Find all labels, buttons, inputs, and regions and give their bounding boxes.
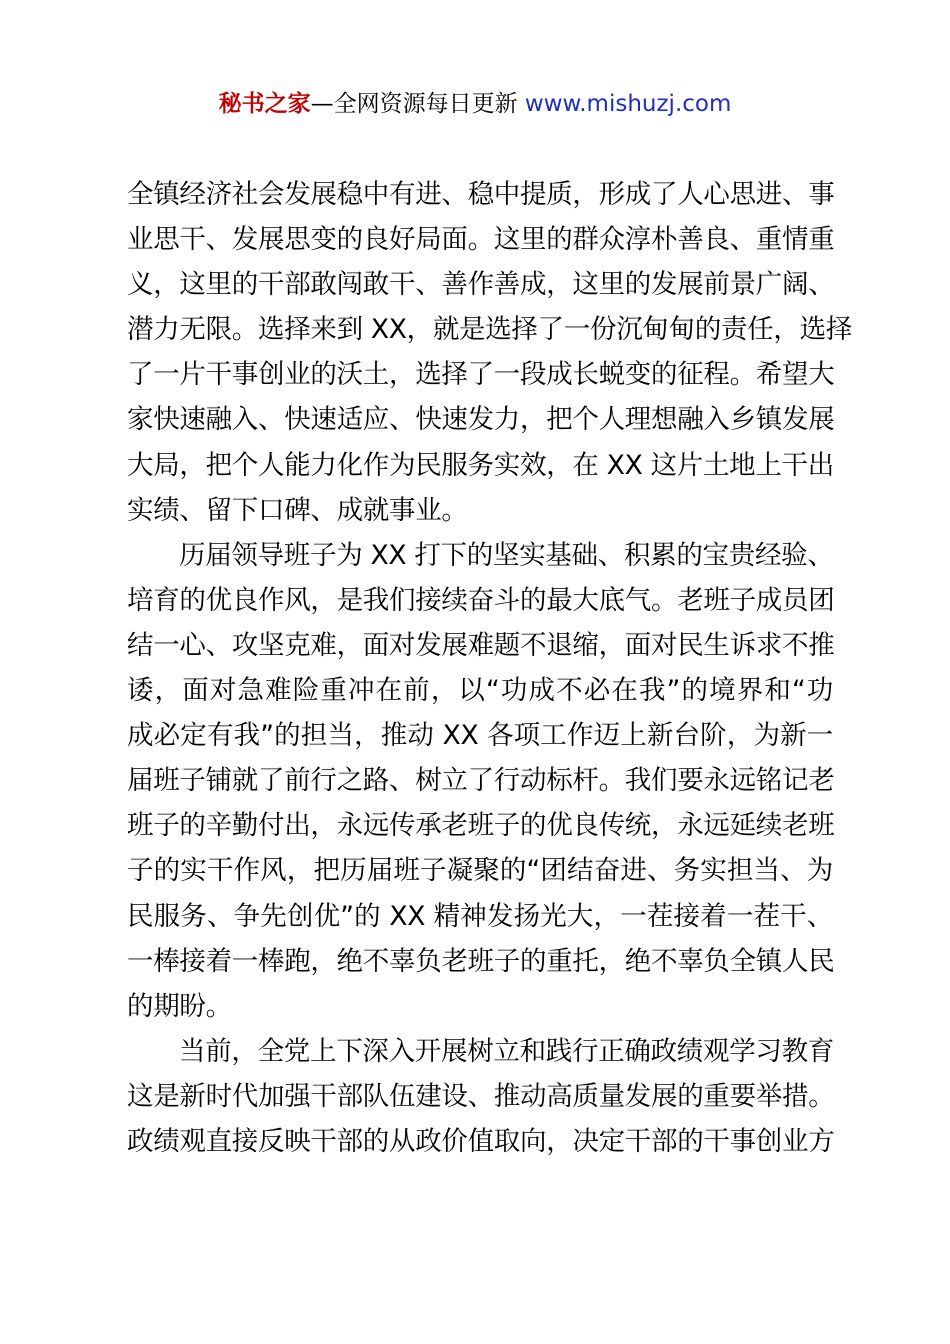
text-line: 潜力无限。选择来到 XX，就是选择了一份沉甸甸的责任，选择: [127, 314, 853, 346]
text-line: 大局，把个人能力化作为民服务实效，在 XX 这片土地上干出: [127, 449, 834, 481]
text-line: 培育的优良作风，是我们接续奋斗的最大底气。老班子成员团: [127, 584, 835, 616]
text-line: 历届领导班子为 XX 打下的坚实基础、积累的宝贵经验、: [179, 539, 834, 571]
text-line: 家快速融入、快速适应、快速发力，把个人理想融入乡镇发展: [127, 404, 835, 436]
text-line: 子的实干作风，把历届班子凝聚的“团结奋进、务实担当、为: [127, 855, 833, 887]
site-slogan: —全网资源每日更新: [310, 91, 525, 117]
text-line: 的期盼。: [127, 990, 232, 1022]
text-line: 了一片干事创业的沃土，选择了一段成长蜕变的征程。希望大: [127, 359, 835, 391]
text-line: 义，这里的干部敢闯敢干、善作善成，这里的发展前景广阔、: [127, 269, 835, 301]
paragraph-1: [127, 172, 853, 533]
text-line: 当前，全党上下深入开展树立和践行正确政绩观学习教育: [179, 1035, 834, 1067]
text-line: 诿，面对急难险重冲在前，以“功成不必在我”的境界和“功: [127, 675, 833, 707]
text-line: 实绩、留下口碑、成就事业。: [127, 494, 468, 526]
paragraph-2: [127, 533, 833, 1029]
site-brand: 秘书之家: [218, 91, 311, 117]
text-line: 全镇经济社会发展稳中有进、稳中提质，形成了人心思进、事: [127, 179, 835, 210]
text-line: 结一心、攻坚克难，面对发展难题不退缩，面对民生诉求不推: [127, 629, 835, 661]
text-line: 一棒接着一棒跑，绝不辜负老班子的重托，绝不辜负全镇人民: [127, 945, 835, 977]
text-line: 班子的辛勤付出，永远传承老班子的优良传统，永远延续老班: [127, 810, 835, 842]
document-body: [127, 172, 853, 1164]
text-line: 民服务、争先创优”的 XX 精神发扬光大，一茬接着一茬干、: [127, 900, 833, 932]
site-url-link[interactable]: www.mishuzj.com: [524, 91, 732, 117]
text-line: 这是新时代加强干部队伍建设、推动高质量发展的重要举措。: [127, 1080, 835, 1112]
text-line: 业思干、发展思变的良好局面。这里的群众淳朴善良、重情重: [127, 224, 835, 256]
text-line: 届班子铺就了前行之路、树立了行动标杆。我们要永远铭记老: [127, 765, 835, 797]
paragraph-3: [127, 1029, 833, 1164]
site-header: [0, 86, 950, 122]
text-line: 政绩观直接反映干部的从政价值取向，决定干部的干事创业方: [127, 1125, 835, 1157]
text-line: 成必定有我”的担当，推动 XX 各项工作迈上新台阶，为新一: [127, 720, 833, 752]
